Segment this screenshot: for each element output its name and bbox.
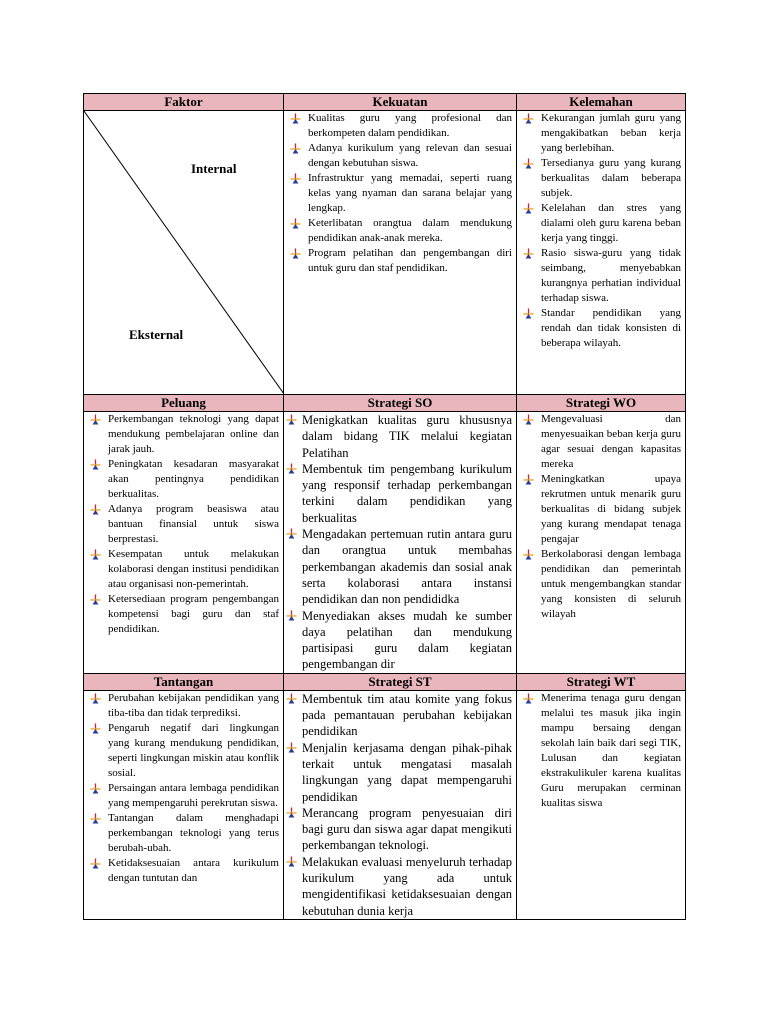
cell-strategi-st [284,690,517,919]
arrow-bullet-icon [523,248,534,259]
arrow-bullet-icon [90,414,101,425]
arrow-bullet-icon [523,474,534,485]
list-item-text: Infrastruktur yang memadai, seperti ruang kelas yang nyaman dan sarana belajar yang lengkap. [308,172,512,214]
cell-kekuatan [284,111,517,395]
list-item-text: Keterlibatan orangtua dalam mendukung pendidikan anak-anak mereka. [308,217,512,244]
header-kekuatan: Kekuatan [284,94,517,111]
list-item [286,608,512,673]
arrow-bullet-icon [286,463,297,474]
list-item-text: Mengadakan pertemuan rutin antara guru dan orangtua untuk membahas perkembangan akademis dan sosial anak serta kolaborasi antara instansi pendidikan dan non pendididka [302,527,512,607]
arrow-bullet-icon [286,610,297,621]
list-item [286,805,512,854]
list-item-text: Pengaruh negatif dari lingkungan yang kurang mendukung pendidikan, seperti lingkungan miskin atau konflik sosial. [108,721,279,779]
header-peluang: Peluang [84,395,284,412]
list-peluang [86,412,279,637]
list-item-text: Tantangan dalam menghadapi perkembangan teknologi yang terus berubah-ubah. [108,811,279,854]
list-item [86,502,279,547]
list-item [286,526,512,607]
arrow-bullet-icon [286,856,297,867]
list-item-text: Perubahan kebijakan pendidikan yang tiba-tiba dan tidak terprediksi. [108,691,279,719]
list-item [519,306,681,351]
list-item [519,156,681,201]
header-row-internal [84,94,686,111]
swot-matrix-table [83,93,686,920]
arrow-bullet-icon [523,203,534,214]
arrow-bullet-icon [523,693,534,704]
list-item-text: Persaingan antara lembaga pendidikan yang mempengaruhi perekrutan siswa. [108,781,279,809]
list-item-text: Membentuk tim atau komite yang fokus pada pemantauan perubahan kebijakan pendidikan [302,691,512,739]
list-item-text: Berkolaborasi dengan lembaga pendidikan dan pemerintah untuk mengembangkan standar yang konsisten di seluruh wilayah [541,548,681,620]
diagonal-line [84,111,284,394]
arrow-bullet-icon [286,693,297,704]
list-item-text: Mengevaluasi dan menyesuaikan beban kerja guru agar sesuai dengan kapasitas mereka [541,413,681,470]
list-item [519,412,681,472]
list-item [86,781,279,811]
diagonal-factor-cell [84,111,284,395]
list-item [286,171,512,216]
label-internal: Internal [191,161,237,176]
list-kelemahan [519,111,681,351]
list-item-text: Kelelahan dan stres yang dialami oleh guru karena beban kerja yang tinggi. [541,202,681,244]
list-item [286,216,512,246]
cell-strategi-wt [517,690,686,919]
header-strategi-wt: Strategi WT [517,673,686,690]
list-item [86,856,279,886]
list-strategi-so [286,412,512,673]
list-item [86,691,279,721]
list-item-text: Merancang program penyesuaian diri bagi guru dan siswa agar dapat mengikuti perkembangan teknologi. [302,805,512,853]
header-kelemahan: Kelemahan [517,94,686,111]
arrow-bullet-icon [90,594,101,605]
list-item [286,691,512,740]
list-item [519,472,681,547]
arrow-bullet-icon [523,549,534,560]
list-item-text: Membentuk tim pengembang kurikulum yang responsif terhadap perkembangan terkini dalam pendidikan yang berkualitas [302,461,512,525]
list-item-text: Adanya kurikulum yang relevan dan sesuai dengan kebutuhan siswa. [308,142,512,169]
row-peluang [84,412,686,674]
arrow-bullet-icon [90,858,101,869]
list-item [86,592,279,637]
list-strategi-wt [519,691,681,811]
label-eksternal: Eksternal [129,327,184,342]
list-item-text: Adanya program beasiswa atau bantuan finansial untuk siswa berprestasi. [108,503,279,545]
list-item-text: Melakukan evaluasi menyeluruh terhadap kurikulum yang ada untuk mengidentifikasi ketidaksesuaian dengan kebutuhan dunia kerja [302,854,512,918]
list-item [286,111,512,141]
list-item-text: Kualitas guru yang profesional dan berkompeten dalam pendidikan. [308,112,512,139]
list-item [86,811,279,856]
list-item [86,412,279,457]
arrow-bullet-icon [90,813,101,824]
row-internal-factors [84,111,686,395]
cell-strategi-so [284,412,517,674]
list-item [519,691,681,811]
list-item-text: Menerima tenaga guru dengan melalui tes masuk jika ingin mampu bersaing dengan sekolah lain baik dari segi TIK, Lulusan dan kegiatan ekstrakulikuler karena kualitas Guru merupakan cerminan kualitas siswa [541,691,681,809]
cell-tantangan [84,690,284,919]
list-item [286,854,512,919]
arrow-bullet-icon [286,414,297,425]
arrow-bullet-icon [523,113,534,124]
list-item-text: Menjalin kerjasama dengan pihak-pihak terkait untuk mengatasi masalah lingkungan yang dapat mempengaruhi pendidikan [302,740,512,804]
arrow-bullet-icon [90,723,101,734]
list-item [286,461,512,526]
header-strategi-st: Strategi ST [284,673,517,690]
arrow-bullet-icon [286,528,297,539]
list-item [86,547,279,592]
arrow-bullet-icon [290,248,301,259]
list-item [286,246,512,276]
list-strategi-st [286,691,512,919]
list-item [286,412,512,461]
header-row-peluang [84,395,686,412]
arrow-bullet-icon [290,218,301,229]
list-item-text: Menigkatkan kualitas guru khususnya dalam bidang TIK melalui kegiatan Pelatihan [302,413,512,460]
list-item-text: Ketersediaan program pengembangan kompetensi bagi guru dan staf pendidikan. [108,593,279,635]
header-strategi-so: Strategi SO [284,395,517,412]
arrow-bullet-icon [290,143,301,154]
cell-kelemahan [517,111,686,395]
list-kekuatan [286,111,512,276]
list-item [519,246,681,306]
list-item [519,547,681,622]
arrow-bullet-icon [290,173,301,184]
list-item-text: Standar pendidikan yang rendah dan tidak konsisten di beberapa wilayah. [541,307,681,349]
row-tantangan [84,690,686,919]
arrow-bullet-icon [90,549,101,560]
cell-peluang [84,412,284,674]
list-item-text: Meningkatkan upaya rekrutmen untuk menarik guru berkualitas di bidang subjek yang kurang mendapat tenaga pengajar [541,473,681,545]
list-item-text: Menyediakan akses mudah ke sumber daya pelatihan dan mendukung partisipasi guru dalam kegiatan pengembangan dir [302,608,512,672]
arrow-bullet-icon [523,414,534,425]
list-item [286,740,512,805]
list-item-text: Ketidaksesuaian antara kurikulum dengan tuntutan dan [108,856,279,884]
arrow-bullet-icon [286,807,297,818]
list-item [86,721,279,781]
list-item-text: Rasio siswa-guru yang tidak seimbang, menyebabkan kurangnya perhatian individual terhadap siswa. [541,247,681,304]
list-item [86,457,279,502]
arrow-bullet-icon [90,693,101,704]
list-item [286,141,512,171]
list-item [519,201,681,246]
arrow-bullet-icon [290,113,301,124]
list-item-text: Kekurangan jumlah guru yang mengakibatkan beban kerja yang berlebihan. [541,112,681,154]
list-item-text: Kesempatan untuk melakukan kolaborasi dengan institusi pendidikan atau organisasi non-pemerintah. [108,548,279,590]
header-tantangan: Tantangan [84,673,284,690]
header-faktor: Faktor [84,94,284,111]
list-tantangan [86,691,279,886]
cell-strategi-wo [517,412,686,674]
list-item [519,111,681,156]
header-row-tantangan [84,673,686,690]
list-item-text: Tersedianya guru yang kurang berkualitas dalam beberapa subjek. [541,157,681,199]
arrow-bullet-icon [523,158,534,169]
list-item-text: Program pelatihan dan pengembangan diri untuk guru dan staf pendidikan. [308,247,512,274]
list-item-text: Peningkatan kesadaran masyarakat akan pentingnya pendidikan berkualitas. [108,458,279,500]
arrow-bullet-icon [286,742,297,753]
list-strategi-wo [519,412,681,622]
arrow-bullet-icon [523,308,534,319]
list-item-text: Perkembangan teknologi yang dapat mendukung pembelajaran online dan jarak jauh. [108,413,279,455]
arrow-bullet-icon [90,459,101,470]
arrow-bullet-icon [90,783,101,794]
header-strategi-wo: Strategi WO [517,395,686,412]
arrow-bullet-icon [90,504,101,515]
